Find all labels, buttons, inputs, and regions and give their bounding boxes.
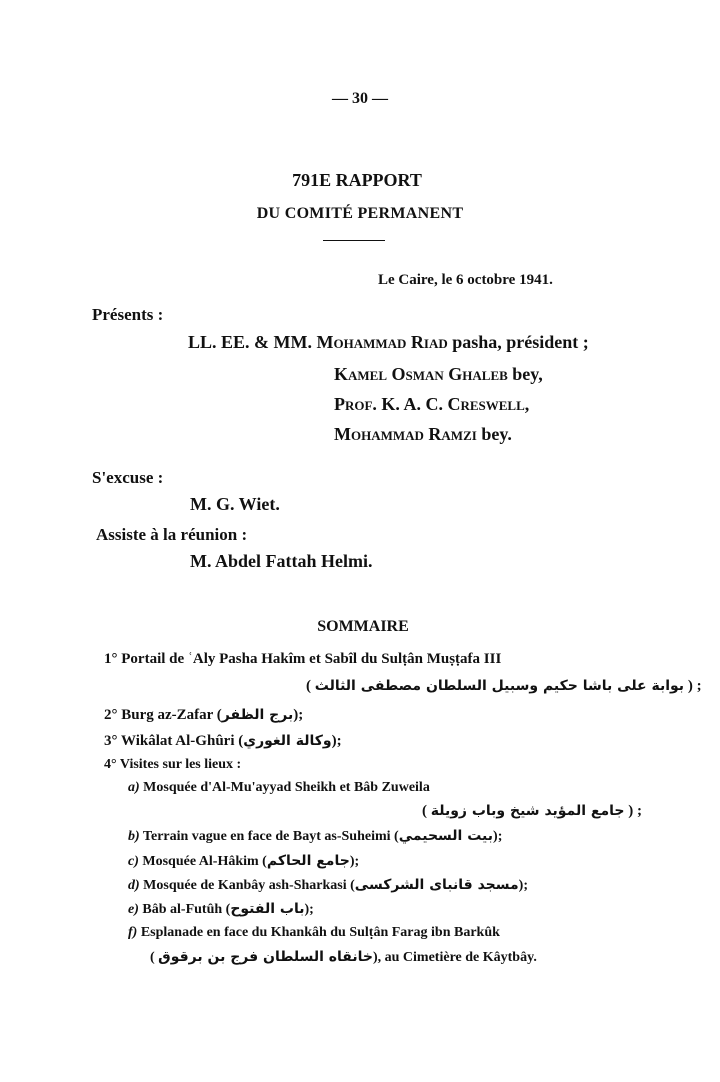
- member-name: Prof. K. A. C. Creswell,: [334, 394, 530, 414]
- presents-line1: [188, 332, 589, 353]
- item-punctuation: ;: [497, 829, 503, 844]
- member-name: Mohammad Riad: [316, 332, 448, 352]
- arabic-text: وكالة الغوري: [243, 733, 332, 749]
- assiste-name: M. Abdel Fattah Helmi.: [190, 551, 373, 571]
- assiste-label: Assiste à la réunion :: [96, 525, 248, 544]
- arabic-text: مسجد قانباى الشركسى: [354, 877, 519, 893]
- item-punctuation: ;: [696, 678, 702, 694]
- item-letter: c): [128, 854, 139, 869]
- item-text: Esplanade en face du Khankâh du Sulṭân Farag ibn Barkûk: [140, 925, 500, 940]
- member-line: [334, 364, 543, 385]
- title-divider: [323, 240, 385, 241]
- item-number: 4°: [104, 757, 117, 772]
- excuse-label: S'excuse :: [92, 468, 164, 487]
- arabic-text: جامع الحاكم: [266, 853, 350, 869]
- sub-item-f: [128, 925, 500, 941]
- page-number: — 30 —: [332, 90, 388, 107]
- sub-item-a-arabic: ( جامع المؤيد شيخ وباب زويلة ) ;: [422, 803, 642, 819]
- item-punctuation: ;: [298, 707, 304, 723]
- item-text: Bâb al-Futûh: [142, 902, 223, 917]
- item-text: Visites sur les lieux :: [119, 757, 242, 772]
- item-text: Portail de ʿAly Pasha Hakîm et Sabîl du Sulṭân Muṣṭafa III: [121, 651, 502, 667]
- member-line: [334, 424, 512, 445]
- item-letter: b): [128, 829, 140, 844]
- arabic-text: باب الفتوح: [230, 901, 305, 917]
- sub-item-b: b) Terrain vague en face de Bayt as-Suheimi (بيت السحيمي);: [128, 828, 503, 844]
- item-text: Wikâlat Al-Ghûri: [120, 733, 235, 749]
- arabic-text: بوابة على باشا حكيم وسبيل السلطان مصطفى الثالث: [314, 678, 685, 694]
- item-text: Mosquée de Kanbây ash-Sharkasi: [143, 878, 347, 893]
- sub-item-d: d) Mosquée de Kanbây ash-Sharkasi (مسجد قانباى الشركسى);: [128, 877, 529, 893]
- arabic-text: بيت السحيمي: [398, 828, 494, 844]
- item-punctuation: ;: [523, 878, 529, 893]
- sommaire-item-4: [104, 757, 241, 773]
- sub-item-e: e) Bâb al-Futûh (باب الفتوح);: [128, 901, 314, 917]
- member-line: [334, 394, 529, 415]
- sommaire-item-1-arabic: ( بوابة على باشا حكيم وسبيل السلطان مصطفى الثالث ) ;: [306, 678, 702, 694]
- member-title: bey,: [512, 364, 543, 384]
- excuse-name: M. G. Wiet.: [190, 494, 280, 514]
- item-punctuation: ;: [354, 854, 360, 869]
- sommaire-heading: SOMMAIRE: [317, 618, 409, 635]
- member-name: Mohammad Ramzi: [334, 424, 477, 444]
- report-subtitle: DU COMITÉ PERMANENT: [256, 205, 464, 222]
- sommaire-item-1: [104, 651, 501, 668]
- item-punctuation: ;: [636, 803, 642, 819]
- sommaire-item-2: 2° Burg az-Zafar (برج الظفر);: [104, 707, 304, 723]
- member-title: pasha, président ;: [452, 332, 589, 352]
- item-text: Mosquée d'Al-Mu'ayyad Sheikh et Bâb Zuweila: [143, 780, 430, 795]
- item-number: 1°: [104, 651, 118, 667]
- item-number: 2°: [104, 707, 118, 723]
- item-letter: e): [128, 902, 139, 917]
- arabic-text: جامع المؤيد شيخ وباب زويلة: [430, 803, 625, 819]
- arabic-text: برج الظفر: [221, 707, 294, 723]
- item-letter: a): [128, 780, 140, 795]
- item-continuation: ), au Cimetière de Kâytbây.: [372, 950, 537, 965]
- item-letter: f): [128, 925, 138, 940]
- member-name: Kamel Osman Ghaleb: [334, 364, 508, 384]
- item-text: Burg az-Zafar: [121, 707, 214, 723]
- item-letter: d): [128, 878, 140, 893]
- arabic-text: خانقاه السلطان فرج بن برقوق: [158, 949, 373, 965]
- item-text: Mosquée Al-Hâkim: [142, 854, 259, 869]
- sub-item-a: [128, 780, 430, 796]
- sub-item-c: c) Mosquée Al-Hâkim (جامع الحاكم);: [128, 853, 360, 869]
- sub-item-f-arabic: ( خانقاه السلطان فرج بن برقوق), au Cimetière de Kâytbây.: [150, 949, 537, 965]
- item-text: Terrain vague en face de Bayt as-Suheimi: [142, 829, 391, 844]
- honorifics: LL. EE. & MM.: [188, 332, 312, 352]
- sommaire-item-3: 3° Wikâlat Al-Ghûri (وكالة الغوري);: [104, 733, 342, 749]
- item-punctuation: ;: [309, 902, 314, 917]
- member-title: bey.: [481, 424, 512, 444]
- presents-label: Présents :: [92, 305, 164, 324]
- item-punctuation: ;: [336, 733, 342, 749]
- dateline: Le Caire, le 6 octobre 1941.: [378, 272, 553, 288]
- report-title: 791E RAPPORT: [292, 170, 422, 190]
- item-number: 3°: [104, 733, 118, 749]
